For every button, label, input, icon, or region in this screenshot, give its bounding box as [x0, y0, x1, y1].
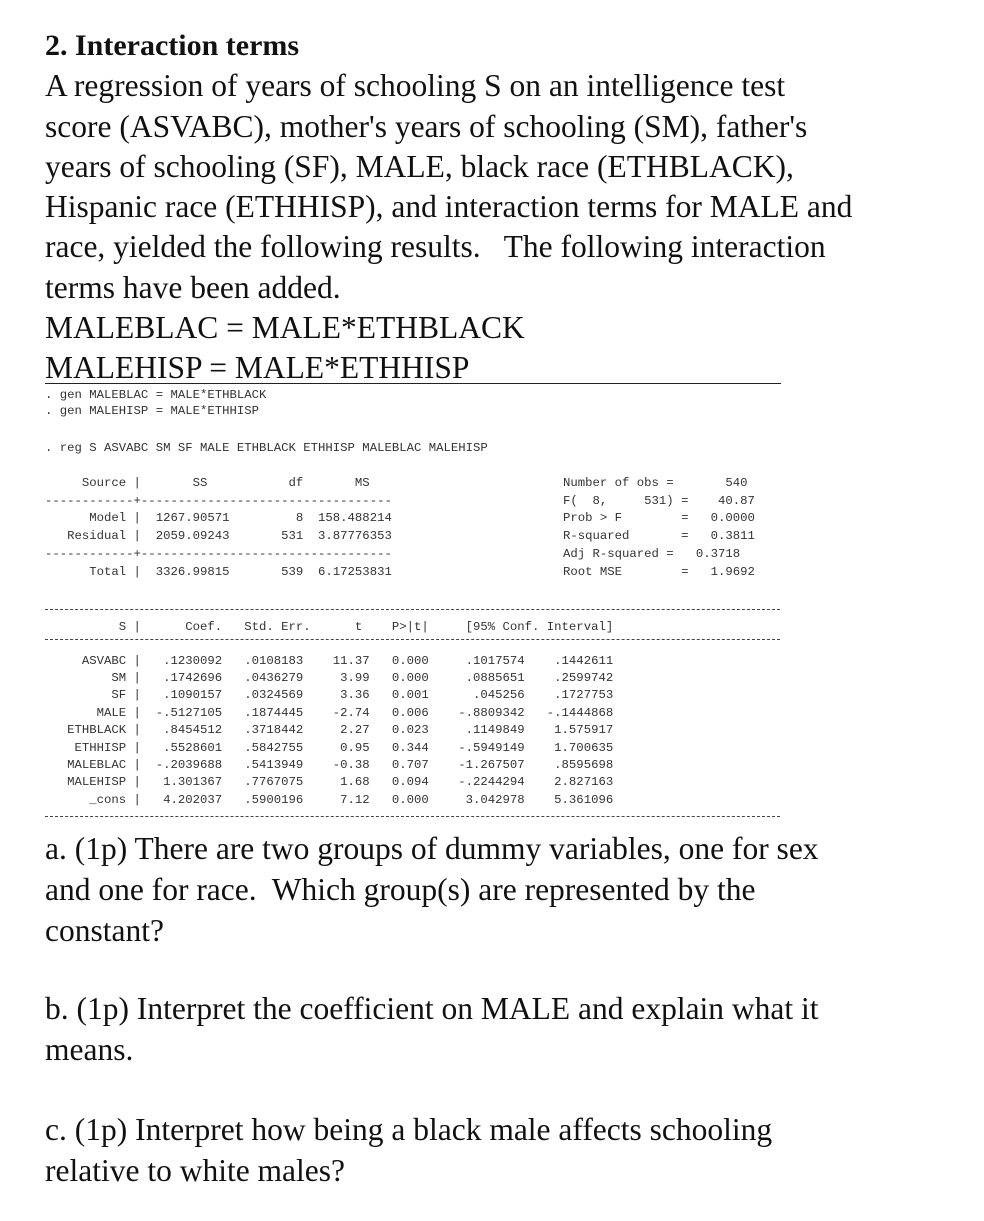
question-c [45, 1109, 945, 1191]
anova-row-model: Model | 1267.90571 8 158.488214 [45, 511, 392, 525]
anova-separator: ------------+---------------------------------- [45, 547, 392, 561]
command-line: . gen MALEBLAC = MALE*ETHBLACK [45, 388, 267, 402]
coef-row-cons: _cons | 4.202037 .5900196 7.12 0.000 3.042978 5.361096 [45, 793, 614, 807]
intro-line: years of schooling (SF), MALE, black race (ETHBLACK), [45, 148, 794, 184]
table-rule [45, 609, 780, 610]
coef-row-ethblack: ETHBLACK | .8454512 .3718442 2.27 0.023 .1149849 1.575917 [45, 723, 614, 737]
question-line: and one for race. Which group(s) are represented by the [45, 872, 756, 907]
anova-row-residual: Residual | 2059.09243 531 3.87776353 [45, 529, 392, 543]
definition-malehisp: MALEHISP = MALE*ETHHISP [45, 350, 470, 386]
coef-row-maleblac: MALEBLAC | -.2039688 .5413949 -0.38 0.707 -1.267507 .8595698 [45, 758, 614, 772]
question-a [45, 828, 945, 951]
coef-row-sf: SF | .1090157 .0324569 3.36 0.001 .045256 .1727753 [45, 688, 614, 702]
divider [45, 383, 781, 384]
command-line: . reg S ASVABC SM SF MALE ETHBLACK ETHHISP MALEBLAC MALEHISP [45, 441, 488, 455]
section-heading: 2. Interaction terms [45, 29, 300, 62]
anova-header: Source | SS df MS [45, 476, 370, 490]
stat-root-mse: Root MSE = 1.9692 [563, 565, 755, 579]
intro-line: A regression of years of schooling S on an intelligence test [45, 68, 786, 104]
question-line: relative to white males? [45, 1153, 346, 1188]
intro-line: score (ASVABC), mother's years of schooling (SM), father's [45, 108, 808, 144]
table-rule [45, 816, 780, 817]
question-line: b. (1p) Interpret the coefficient on MALE and explain what it [45, 991, 819, 1026]
table-rule [45, 639, 780, 640]
coef-row-male: MALE | -.5127105 .1874445 -2.74 0.006 -.8809342 -.1444868 [45, 706, 614, 720]
anova-row-total: Total | 3326.99815 539 6.17253831 [45, 565, 392, 579]
question-line: c. (1p) Interpret how being a black male affects schooling [45, 1112, 773, 1147]
stat-prob-f: Prob > F = 0.0000 [563, 511, 755, 525]
intro-line: race, yielded the following results. The following interaction [45, 229, 826, 265]
coef-row-sm: SM | .1742696 .0436279 3.99 0.000 .0885651 .2599742 [45, 671, 614, 685]
definition-maleblac: MALEBLAC = MALE*ETHBLACK [45, 310, 525, 346]
command-line: . gen MALEHISP = MALE*ETHHISP [45, 404, 260, 418]
stat-adj-r-squared: Adj R-squared = 0.3718 [563, 547, 741, 561]
question-line: constant? [45, 913, 164, 948]
coef-row-ethhisp: ETHHISP | .5528601 .5842755 0.95 0.344 -.5949149 1.700635 [45, 741, 614, 755]
coef-header: S | Coef. Std. Err. t P>|t| [95% Conf. Interval] [45, 620, 614, 634]
coef-row-malehisp: MALEHISP | 1.301367 .7767075 1.68 0.094 -.2244294 2.827163 [45, 775, 614, 789]
coef-row-asvabc: ASVABC | .1230092 .0108183 11.37 0.000 .1017574 .1442611 [45, 654, 614, 668]
question-line: a. (1p) There are two groups of dummy variables, one for sex [45, 831, 819, 866]
intro-line: Hispanic race (ETHHISP), and interaction terms for MALE and [45, 189, 853, 225]
intro-line: terms have been added. [45, 269, 341, 305]
question-line: means. [45, 1032, 134, 1067]
problem-intro [45, 26, 965, 389]
stat-nobs: Number of obs = 540 [563, 476, 748, 490]
anova-separator: ------------+---------------------------------- [45, 494, 392, 508]
stat-r-squared: R-squared = 0.3811 [563, 529, 755, 543]
stat-f: F( 8, 531) = 40.87 [563, 494, 755, 508]
question-b [45, 988, 945, 1070]
stata-output [45, 388, 785, 820]
